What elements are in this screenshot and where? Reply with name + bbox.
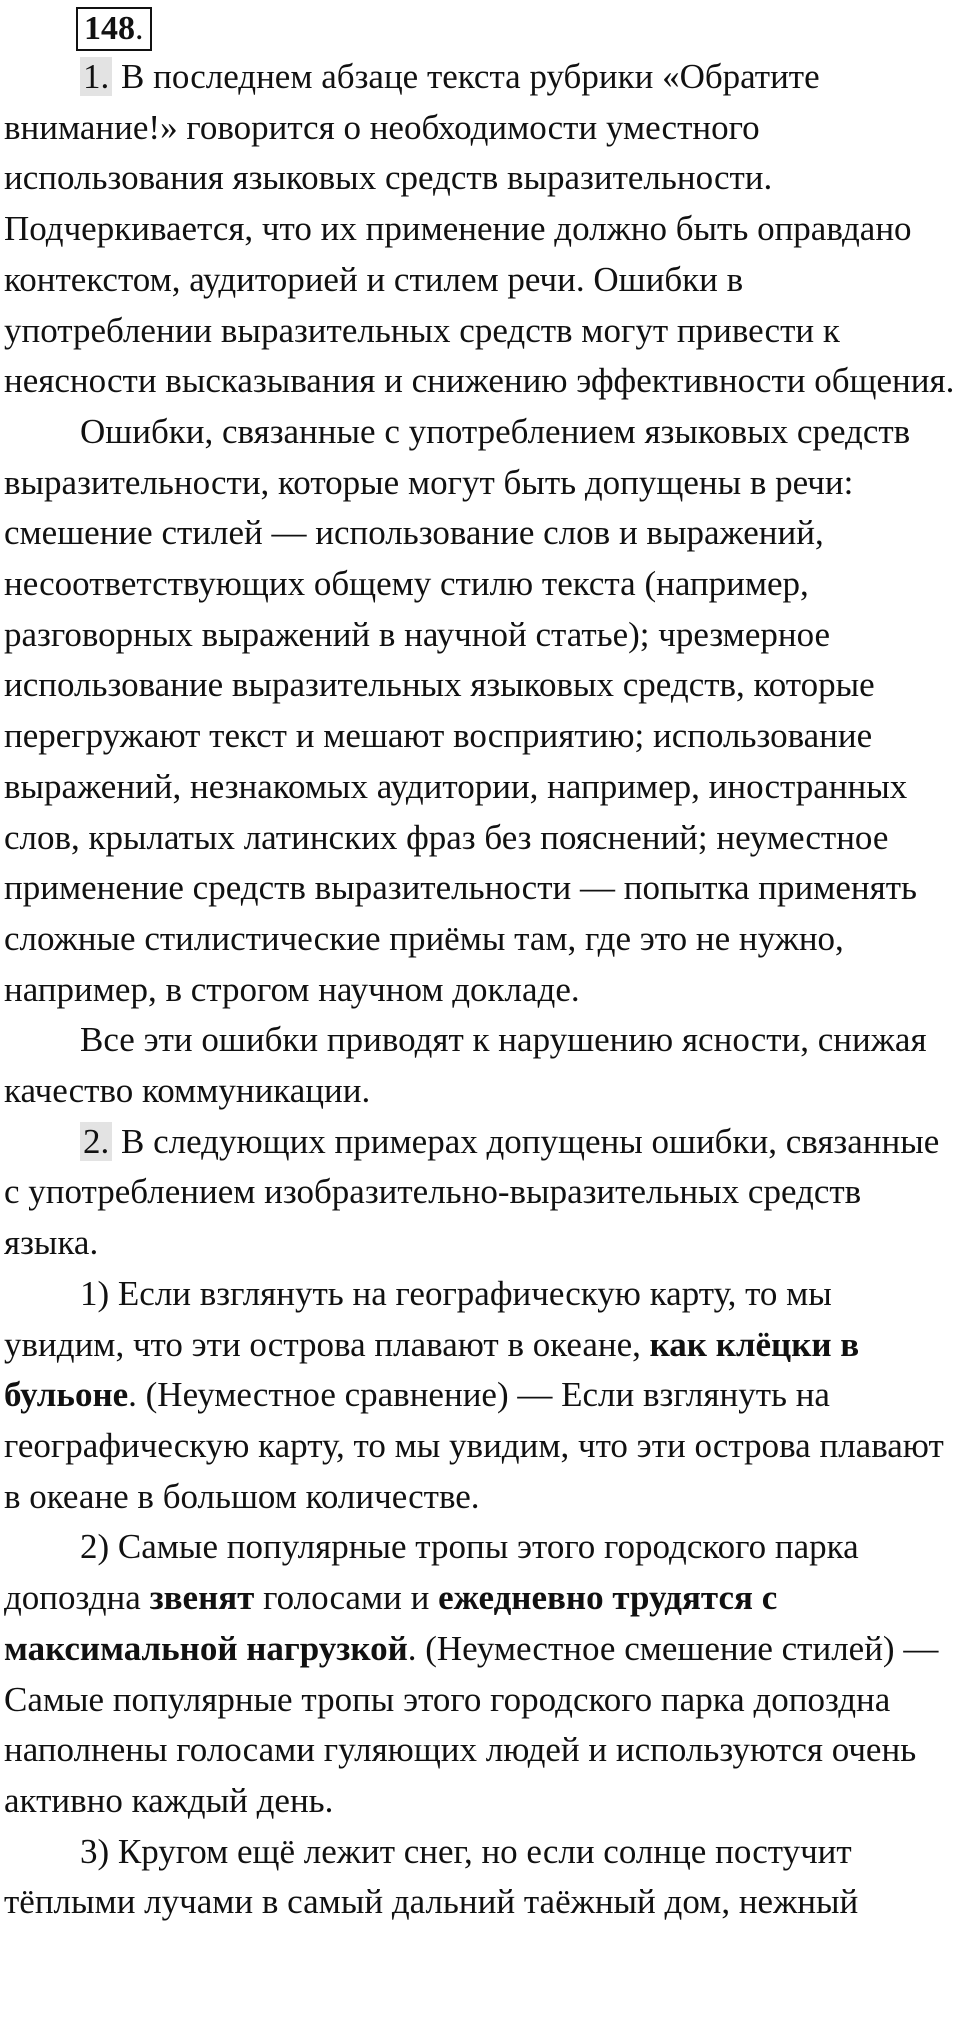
example-2-text-b: голосами и	[254, 1578, 439, 1618]
example-3-paragraph	[4, 1827, 956, 1928]
example-2-text-a: 2) Самые популярные тропы этого городского парка допоздна	[4, 1527, 859, 1618]
exercise-header	[4, 4, 956, 52]
example-1-text-b: . (Неуместное сравнение) — Если взглянуть на географическую карту, то мы увидим, что эти острова плавают в океане в большом количестве.	[4, 1375, 944, 1516]
example-2-bold-1: звенят	[149, 1578, 255, 1618]
exercise-number: 148	[84, 10, 135, 47]
example-2-text-c: . (Неуместное смешение стилей) — Самые популярные тропы этого городского парка допоздна наполнены голосами гуляющих людей и используются очень активно каждый день.	[4, 1628, 939, 1820]
part1-paragraph-2: Ошибки, связанные с употреблением языковых средств выразительности, которые могут быть допущены в речи: смешение стилей — использование слов и выражений, несоответствующих общему стилю текста (например, разговорных выражений в научной статье); чрезмерное использование выразительных языковых средств, которые перегружают текст и мешают восприятию; использование выражений, незнакомых аудитории, например, иностранных слов, крылатых латинских фраз без пояснений; неуместное применение средств выразительности — попытка применять сложные стилистические приёмы там, где это не нужно, например, в строгом научном докладе.	[4, 411, 917, 1009]
exercise-number-dot: .	[135, 10, 144, 47]
example-1-text-a: 1) Если взглянуть на географическую карту, то мы увидим, что эти острова плавают в океане,	[4, 1273, 832, 1364]
part1-paragraph-3: Все эти ошибки приводят к нарушению ясности, снижая качество коммуникации.	[4, 1020, 927, 1111]
example-2-paragraph	[4, 1522, 956, 1826]
part2-intro-paragraph	[4, 1117, 956, 1269]
exercise-number-box	[76, 7, 152, 51]
example-1-paragraph	[4, 1269, 956, 1523]
example-1-bold: как клёцки в бульоне	[4, 1324, 860, 1415]
part1-text-1: В последнем абзаце текста рубрики «Обратите внимание!» говорится о необходимости уместного использования языковых средств выразительности. Подчеркивается, что их применение должно быть оправдано контекстом, аудиторией и стилем речи. Ошибки в употреблении выразительных средств могут привести к неясности высказывания и снижению эффективности общения.	[4, 57, 955, 401]
part2-marker: 2.	[80, 1122, 112, 1161]
example-3-text-a: 3) Кругом ещё лежит снег, но если солнце постучит тёплыми лучами в самый дальний таёжный дом, нежный	[4, 1831, 859, 1922]
example-2-bold-2: ежедневно трудятся с максимальной нагрузкой	[4, 1578, 778, 1668]
part1-marker: 1.	[80, 57, 112, 96]
part1-paragraph-1	[4, 52, 956, 407]
part2-intro-text: В следующих примерах допущены ошибки, связанные с употреблением изобразительно-выразительных средств языка.	[4, 1121, 940, 1263]
